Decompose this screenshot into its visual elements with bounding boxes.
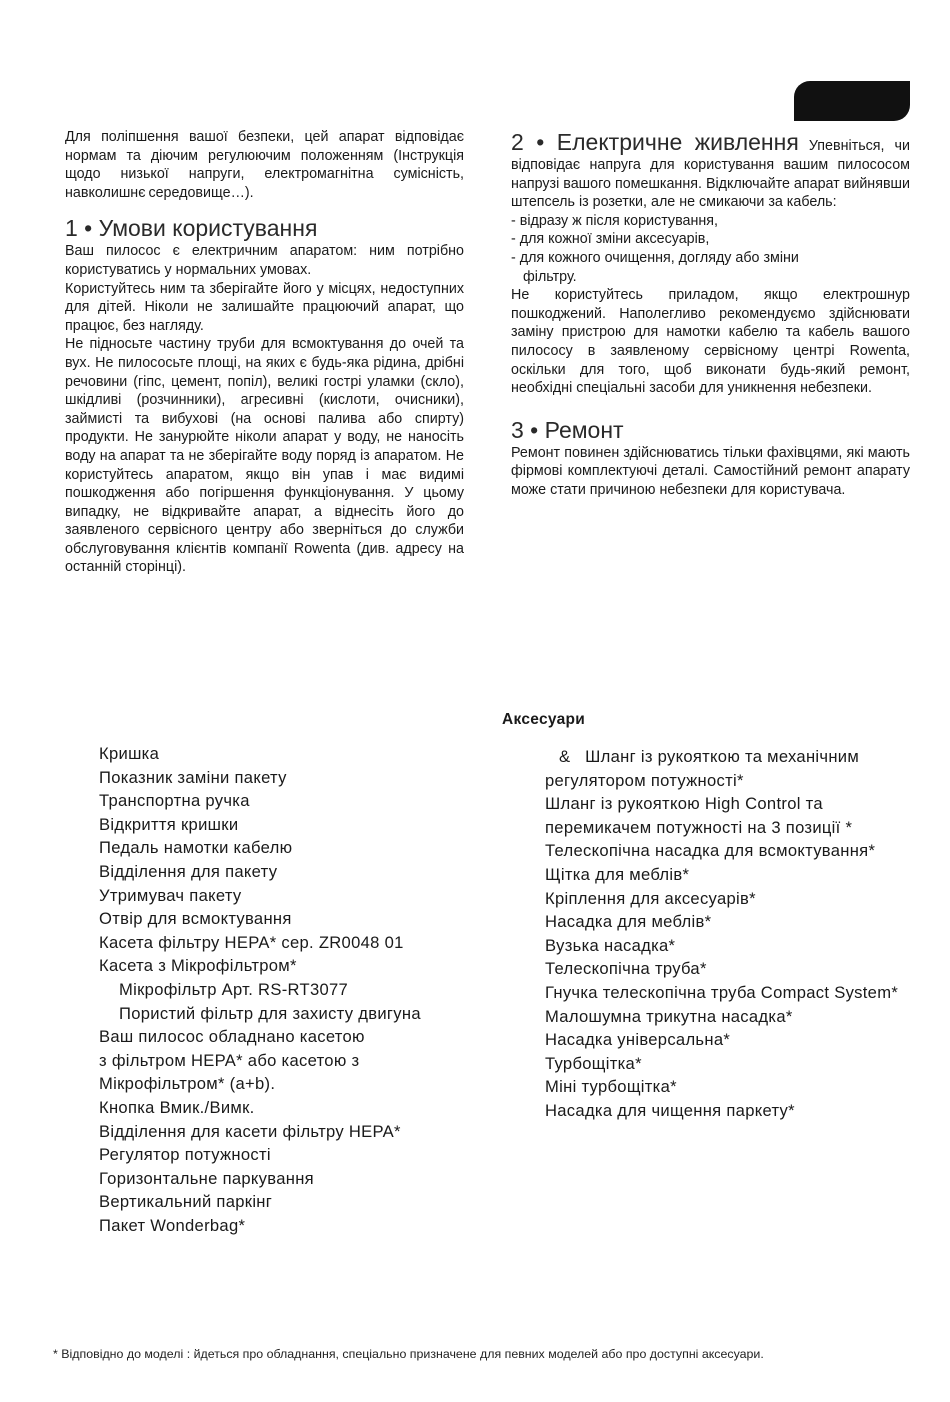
list-item: Кришка — [99, 744, 160, 763]
list-item: Щітка для меблів* — [545, 864, 690, 884]
section2-list-item: - відразу ж після користування, — [511, 212, 718, 229]
section1-paragraph: Ваш пилосос є електричним апаратом: ним потрібно користуватись у нормальних умовах. — [65, 243, 464, 278]
list-item: Відділення для касети фільтру HEPA* — [99, 1121, 401, 1141]
list-item: з фільтром HEPA* або касетою з — [99, 1050, 360, 1070]
list-item: Горизонтальне паркування — [99, 1168, 314, 1188]
list-item: Кнопка Вмик./Вимк. — [99, 1097, 255, 1117]
intro-paragraph: Для поліпшення вашої безпеки, цей апарат відповідає нормам та діючим регулюючим положенням (Інструкція щодо низької напруги, електромагнітна сумісність, навколишнє середовище…). — [65, 129, 464, 201]
section2-paragraph: Не користуйтесь приладом, якщо електрошнур пошкоджений. Наполегливо рекомендуємо здійснювати заміну пристрою для намотки кабелю та кабель вашого пилососу в заявленому сервісному центрі Rowenta, оскільки для того, щоб виконати будь-який ремонт, необхідні спеціальні засоби для уникнення небезпеки. — [511, 287, 910, 397]
section2-list-item-cont: фільтру. — [523, 268, 577, 285]
accessories-list — [545, 745, 925, 1123]
language-tab — [794, 81, 910, 121]
section2-list-item: - для кожної зміни аксесуарів, — [511, 231, 710, 248]
list-item: Ваш пилосос обладнано касетою — [99, 1027, 365, 1047]
list-item: Телескопічна насадка для всмоктування* — [545, 841, 876, 861]
section2-list-item: - для кожного очищення, догляду або зміни — [511, 249, 799, 266]
list-item: Гнучка телескопічна труба Compact System* — [545, 982, 899, 1002]
list-item: Пакет Wonderbag* — [99, 1215, 246, 1235]
list-item: Утримувач пакету — [99, 885, 242, 905]
footnote: * Відповідно до моделі : йдеться про обладнання, спеціально призначене для певних моделей або про доступні аксесуари. — [53, 1347, 764, 1361]
list-item: Пористий фільтр для захисту двигуна — [119, 1003, 421, 1023]
list-item: Турбощітка* — [545, 1053, 642, 1073]
list-item: Малошумна трикутна насадка* — [545, 1006, 793, 1026]
section1-paragraph: Не підносьте частину труби для всмоктування до очей та вух. Не пилососьте площі, на яких є будь-яка рідина, дрібні речовини (гіпс, цемент, попіл), великі гострі уламки (скло), шкідливі (розчинники), агресивні (кислоти, очисники), займисті та вибухові (на основі палива або спирту) продукти. Не занурюйте ніколи апарат у воду, не наносіть воду на апарат та не зберігайте воду поряд із апаратом. Не користуйтесь апаратом, якщо він упав і має видимі пошкодження або погіршення функціонування. У цьому випадку, не відкривайте апарат, а віднесіть його до заявленого сервісного центру або зверніться до служби обслуговування клієнтів компанії Rowenta (див. адресу на останній сторінці). — [65, 336, 464, 576]
list-item: Відділення для пакету — [99, 861, 278, 881]
list-item: Шланг із рукояткою High Control та перемикачем потужності на 3 позиції * — [545, 794, 853, 837]
list-item: Насадка універсальна* — [545, 1030, 731, 1050]
section1-paragraph: Користуйтесь ним та зберігайте його у місцях, недоступних для дітей. Ніколи не залишайте працюючий апарат, що працює, без нагляду. — [65, 280, 464, 334]
list-item: Показник заміни пакету — [99, 767, 287, 787]
section2-heading: 2 • Електричне живлення — [511, 129, 799, 155]
list-item: Кріплення для аксесуарів* — [545, 888, 756, 908]
section1-heading: 1 • Умови користування — [65, 215, 318, 242]
list-item: Вертикальний паркінг — [99, 1192, 273, 1212]
list-item: Педаль намотки кабелю — [99, 838, 293, 858]
section3-paragraph: Ремонт повинен здійснюватись тільки фахівцями, які мають фірмові комплектуючі деталі. Самостійний ремонт апарату може стати причиною небезпеки для користувача. — [511, 444, 910, 498]
list-item: Насадка для чищення паркету* — [545, 1100, 795, 1120]
section2-lead-paragraph — [511, 128, 910, 212]
list-item: Касета фільтру HEPA* сер. ZR0048 01 — [99, 932, 404, 952]
list-item: & Шланг із рукояткою та механічним регулятором потужності* — [545, 747, 865, 790]
list-item: Міні турбощітка* — [545, 1077, 677, 1097]
list-item: Вузька насадка* — [545, 935, 676, 955]
list-item: Мікрофільтром* (a+b). — [99, 1074, 276, 1094]
parts-list — [99, 742, 499, 1237]
section2-lead: Упевніться, чи відповідає напруга для користування вашим пилососом напрузі вашого помешкання. Відключайте апарат вийнявши штепсель із розетки, але не смикаючи за кабель: — [511, 138, 910, 211]
section3-heading: 3 • Ремонт — [511, 416, 624, 443]
list-item: Касета з Мікрофільтром* — [99, 956, 297, 976]
list-item: Телескопічна труба* — [545, 959, 707, 979]
left-column — [65, 128, 464, 577]
list-item: Отвір для всмоктування — [99, 909, 292, 929]
list-item: Насадка для меблів* — [545, 912, 712, 932]
list-item: Мікрофільтр Арт. RS-RT3077 — [119, 979, 349, 999]
accessories-heading: Аксесуари — [502, 711, 586, 728]
list-item: Транспортна ручка — [99, 791, 250, 811]
list-item: Регулятор потужності — [99, 1145, 271, 1165]
list-item: Відкриття кришки — [99, 814, 239, 834]
right-column — [511, 128, 910, 500]
